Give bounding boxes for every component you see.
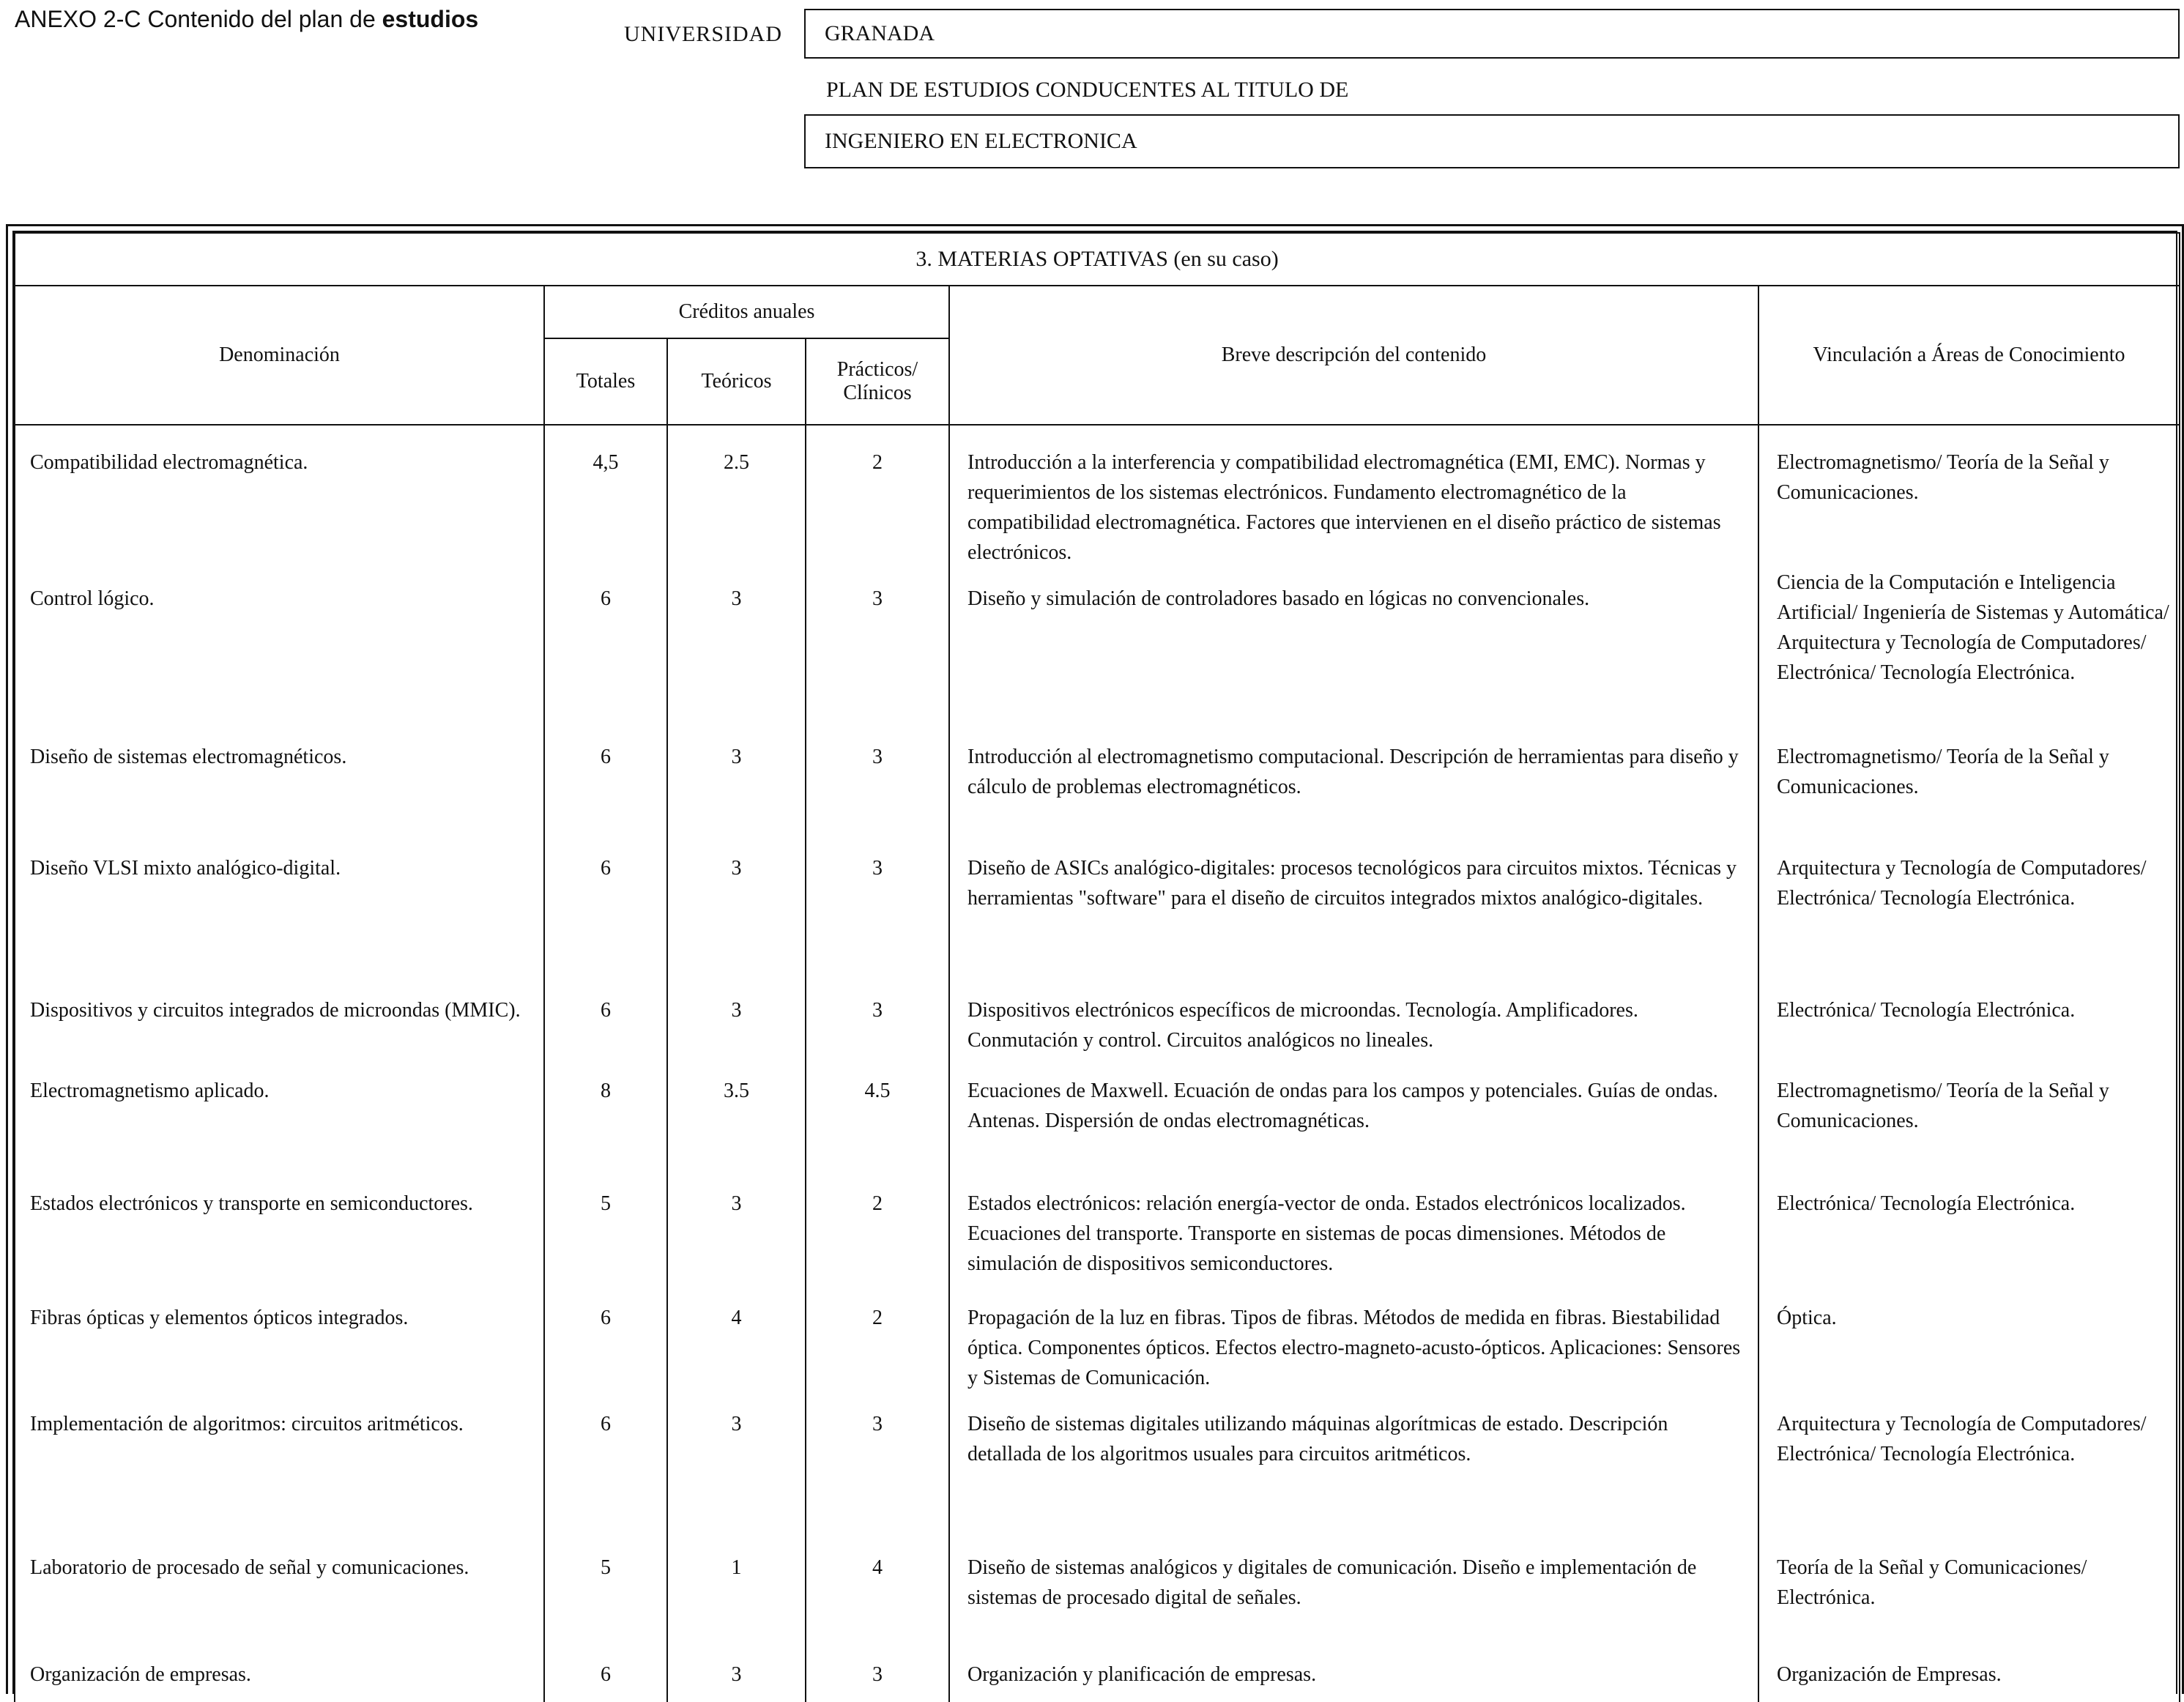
table-row [15, 568, 2180, 726]
plan-label: PLAN DE ESTUDIOS CONDUCENTES AL TITULO DE [826, 78, 1349, 102]
row-descripcion: Diseño de sistemas digitales utilizando máquinas algorítmicas de estado. Descripción detallada de los algoritmos usuales para circuitos aritméticos. [949, 1393, 1758, 1536]
row-vinculacion: Electromagnetismo/ Teoría de la Señal y Comunicaciones. [1758, 1060, 2180, 1173]
table-frame [6, 224, 2184, 1694]
row-denominacion: Fibras ópticas y elementos ópticos integrados. [15, 1287, 544, 1393]
row-totales: 6 [544, 1643, 667, 1702]
row-teoricos: 3 [667, 1643, 806, 1702]
row-descripcion: Estados electrónicos: relación energía-vector de onda. Estados electrónicos localizados. Ecuaciones del transporte. Transporte en sistemas de pocas dimensiones. Métodos de simulación de dispositivos semiconductores. [949, 1173, 1758, 1287]
row-teoricos: 1 [667, 1536, 806, 1643]
table-row [15, 837, 2180, 979]
row-vinculacion: Arquitectura y Tecnología de Computadores/ Electrónica/ Tecnología Electrónica. [1758, 1393, 2180, 1536]
header-teoricos: Teóricos [667, 338, 806, 425]
table-row [15, 979, 2180, 1060]
table-row [15, 1536, 2180, 1643]
header-practicos-line1: Prácticos/ [836, 358, 918, 381]
row-totales: 5 [544, 1173, 667, 1287]
row-descripcion: Introducción a la interferencia y compatibilidad electromagnética (EMI, EMC). Normas y requerimientos de los sistemas electrónicos. Fundamento electromagnético de la compatibilidad electromagnética. Factores que intervienen en el diseño práctico de sistemas electrónicos. [949, 425, 1758, 568]
table-row [15, 726, 2180, 837]
row-descripcion: Introducción al electromagnetismo computacional. Descripción de herramientas para diseño y cálculo de problemas electromagnéticos. [949, 726, 1758, 837]
degree-name: INGENIERO EN ELECTRONICA [825, 129, 1137, 153]
row-practicos: 2 [806, 1287, 949, 1393]
header-totales: Totales [544, 338, 667, 425]
row-totales: 6 [544, 837, 667, 979]
row-vinculacion: Organización de Empresas. [1758, 1643, 2180, 1702]
optativas-table [14, 232, 2180, 1702]
row-teoricos: 4 [667, 1287, 806, 1393]
row-denominacion: Estados electrónicos y transporte en semiconductores. [15, 1173, 544, 1287]
row-vinculacion: Óptica. [1758, 1287, 2180, 1393]
row-practicos: 3 [806, 1393, 949, 1536]
row-totales: 4,5 [544, 425, 667, 568]
annex-title [15, 6, 478, 33]
row-descripcion: Ecuaciones de Maxwell. Ecuación de ondas para los campos y potenciales. Guías de ondas. Antenas. Dispersión de ondas electromagnéticas. [949, 1060, 1758, 1173]
university-label: UNIVERSIDAD [624, 22, 782, 46]
row-totales: 6 [544, 568, 667, 726]
header-practicos-line2: Clínicos [843, 382, 912, 404]
row-denominacion: Electromagnetismo aplicado. [15, 1060, 544, 1173]
row-denominacion: Implementación de algoritmos: circuitos aritméticos. [15, 1393, 544, 1536]
row-teoricos: 3.5 [667, 1060, 806, 1173]
row-practicos: 3 [806, 726, 949, 837]
row-denominacion: Laboratorio de procesado de señal y comunicaciones. [15, 1536, 544, 1643]
row-practicos: 2 [806, 1173, 949, 1287]
row-descripcion: Diseño de sistemas analógicos y digitales de comunicación. Diseño e implementación de sistemas de procesado digital de señales. [949, 1536, 1758, 1643]
table-row [15, 1393, 2180, 1536]
row-vinculacion: Electromagnetismo/ Teoría de la Señal y Comunicaciones. [1758, 425, 2180, 568]
row-totales: 6 [544, 1393, 667, 1536]
row-teoricos: 3 [667, 726, 806, 837]
row-practicos: 3 [806, 568, 949, 726]
row-teoricos: 3 [667, 1173, 806, 1287]
row-totales: 8 [544, 1060, 667, 1173]
annex-title-text: ANEXO 2-C Contenido del plan de [15, 6, 376, 32]
row-denominacion: Organización de empresas. [15, 1643, 544, 1702]
row-descripcion: Diseño de ASICs analógico-digitales: procesos tecnológicos para circuitos mixtos. Técnicas y herramientas "software" para el diseño de circuitos integrados mixtos analógico-digitales. [949, 837, 1758, 979]
row-descripcion: Propagación de la luz en fibras. Tipos de fibras. Métodos de medida en fibras. Biestabilidad óptica. Componentes ópticos. Efectos electro-magneto-acusto-ópticos. Aplicaciones: Sensores y Sistemas de Comunicación. [949, 1287, 1758, 1393]
table-caption: 3. MATERIAS OPTATIVAS (en su caso) [15, 233, 2180, 286]
table-frame-inner [12, 231, 2177, 1694]
table-row [15, 1060, 2180, 1173]
table-row [15, 1287, 2180, 1393]
row-teoricos: 3 [667, 568, 806, 726]
row-practicos: 2 [806, 425, 949, 568]
row-practicos: 4 [806, 1536, 949, 1643]
table-row [15, 1643, 2180, 1702]
table-row [15, 425, 2180, 568]
degree-box [804, 114, 2180, 168]
row-practicos: 3 [806, 979, 949, 1060]
row-vinculacion: Arquitectura y Tecnología de Computadores/ Electrónica/ Tecnología Electrónica. [1758, 837, 2180, 979]
row-totales: 6 [544, 726, 667, 837]
row-vinculacion: Teoría de la Señal y Comunicaciones/ Electrónica. [1758, 1536, 2180, 1643]
row-denominacion: Diseño VLSI mixto analógico-digital. [15, 837, 544, 979]
row-denominacion: Compatibilidad electromagnética. [15, 425, 544, 568]
header-creditos: Créditos anuales [544, 286, 949, 338]
row-denominacion: Control lógico. [15, 568, 544, 726]
row-teoricos: 3 [667, 837, 806, 979]
university-name-box [804, 9, 2180, 59]
row-descripcion: Organización y planificación de empresas. [949, 1643, 1758, 1702]
row-totales: 6 [544, 979, 667, 1060]
row-practicos: 3 [806, 1643, 949, 1702]
row-teoricos: 3 [667, 979, 806, 1060]
header-vinculacion: Vinculación a Áreas de Conocimiento [1758, 286, 2180, 425]
annex-title-bold: estudios [382, 6, 479, 32]
row-practicos: 4.5 [806, 1060, 949, 1173]
row-practicos: 3 [806, 837, 949, 979]
row-teoricos: 2.5 [667, 425, 806, 568]
row-totales: 6 [544, 1287, 667, 1393]
table-row [15, 1173, 2180, 1287]
row-teoricos: 3 [667, 1393, 806, 1536]
row-vinculacion: Electrónica/ Tecnología Electrónica. [1758, 979, 2180, 1060]
row-descripcion: Dispositivos electrónicos específicos de microondas. Tecnología. Amplificadores. Conmutación y control. Circuitos analógicos no lineales. [949, 979, 1758, 1060]
university-name: GRANADA [825, 21, 935, 45]
row-vinculacion: Electromagnetismo/ Teoría de la Señal y Comunicaciones. [1758, 726, 2180, 837]
header-descripcion: Breve descripción del contenido [949, 286, 1758, 425]
row-vinculacion: Ciencia de la Computación e Inteligencia Artificial/ Ingeniería de Sistemas y Automática/ Arquitectura y Tecnología de Computadores/ Electrónica/ Tecnología Electrónica. [1758, 568, 2180, 726]
row-denominacion: Dispositivos y circuitos integrados de microondas (MMIC). [15, 979, 544, 1060]
header-practicos [806, 338, 949, 425]
row-totales: 5 [544, 1536, 667, 1643]
row-descripcion: Diseño y simulación de controladores basado en lógicas no convencionales. [949, 568, 1758, 726]
row-denominacion: Diseño de sistemas electromagnéticos. [15, 726, 544, 837]
header-denominacion: Denominación [15, 286, 544, 425]
row-vinculacion: Electrónica/ Tecnología Electrónica. [1758, 1173, 2180, 1287]
